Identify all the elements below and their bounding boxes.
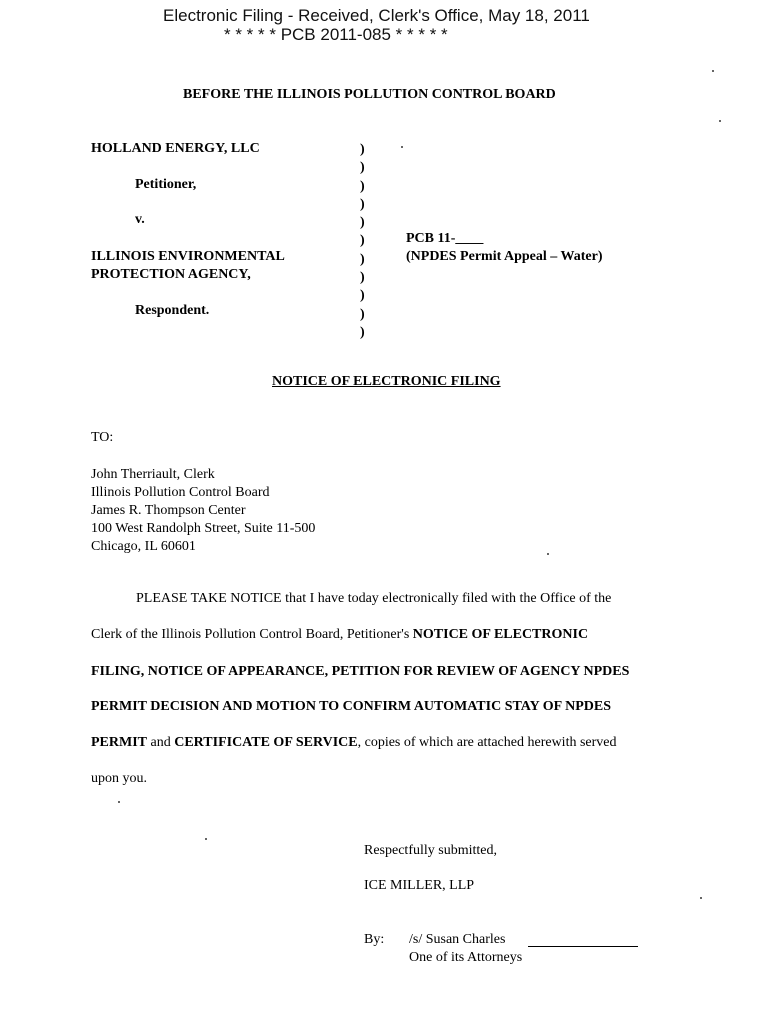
caption-paren: ) (360, 196, 365, 212)
body-line-6: upon you. (91, 771, 147, 786)
board-heading: BEFORE THE ILLINOIS POLLUTION CONTROL BOARD (183, 87, 556, 102)
scan-speck (547, 553, 549, 555)
signature-closing: Respectfully submitted, (364, 843, 497, 858)
signature-line (528, 946, 638, 947)
versus-label: v. (135, 212, 145, 227)
scan-speck (118, 801, 120, 803)
body-line-2 (91, 627, 588, 643)
caption-paren: ) (360, 288, 365, 304)
respondent-name-line1: ILLINOIS ENVIRONMENTAL (91, 249, 285, 264)
signature-by-label: By: (364, 932, 385, 947)
caption-paren: ) (360, 233, 365, 249)
signature-firm: ICE MILLER, LLP (364, 878, 475, 893)
case-number: PCB 11-____ (406, 231, 484, 246)
petitioner-role: Petitioner, (135, 177, 197, 192)
address-block (91, 466, 315, 556)
address-line: John Therriault, Clerk (91, 467, 215, 482)
body-line-3: FILING, NOTICE OF APPEARANCE, PETITION FOR REVIEW OF AGENCY NPDES (91, 664, 630, 679)
caption-parens (360, 141, 365, 342)
address-line: James R. Thompson Center (91, 503, 246, 518)
body-line-4: PERMIT DECISION AND MOTION TO CONFIRM AUTOMATIC STAY OF NPDES (91, 699, 612, 714)
caption-paren: ) (360, 251, 365, 267)
caption-paren: ) (360, 215, 365, 231)
caption-paren: ) (360, 306, 365, 322)
body-line-5-bold-b: CERTIFICATE OF SERVICE (174, 735, 358, 750)
caption-paren: ) (360, 178, 365, 194)
body-line-1: PLEASE TAKE NOTICE that I have today electronically filed with the Office of the (136, 591, 612, 606)
caption-paren: ) (360, 160, 365, 176)
signature-signer: /s/ Susan Charles (409, 932, 506, 947)
body-line-5 (91, 735, 617, 751)
body-line-5-bold-a: PERMIT (91, 735, 147, 750)
scan-speck (712, 70, 714, 72)
body-line-5-plain-b: , copies of which are attached herewith served (357, 735, 617, 750)
body-line-2-bold: NOTICE OF ELECTRONIC (412, 627, 589, 642)
scan-speck (205, 838, 207, 840)
case-type: (NPDES Permit Appeal – Water) (406, 249, 603, 264)
signature-role: One of its Attorneys (409, 950, 523, 965)
filing-stamp-line1: Electronic Filing - Received, Clerk's Office, May 18, 2011 (163, 6, 590, 25)
respondent-role: Respondent. (135, 303, 210, 318)
caption-paren: ) (360, 324, 365, 340)
notice-title: NOTICE OF ELECTRONIC FILING (272, 374, 501, 389)
respondent-name-line2: PROTECTION AGENCY, (91, 267, 251, 282)
petitioner-name: HOLLAND ENERGY, LLC (91, 141, 260, 156)
to-label: TO: (91, 430, 114, 445)
address-line: 100 West Randolph Street, Suite 11-500 (91, 521, 316, 536)
address-line: Illinois Pollution Control Board (91, 485, 270, 500)
scan-speck (700, 897, 702, 899)
body-line-5-plain-a: and (147, 735, 175, 750)
scan-speck (719, 120, 721, 122)
filing-stamp-line2: * * * * * PCB 2011-085 * * * * * (224, 25, 448, 44)
body-line-2-text: Clerk of the Illinois Pollution Control Board, Petitioner's (91, 627, 413, 642)
caption-paren: ) (360, 142, 365, 157)
scan-speck (401, 146, 403, 148)
address-line: Chicago, IL 60601 (91, 539, 196, 554)
caption-paren: ) (360, 270, 365, 286)
